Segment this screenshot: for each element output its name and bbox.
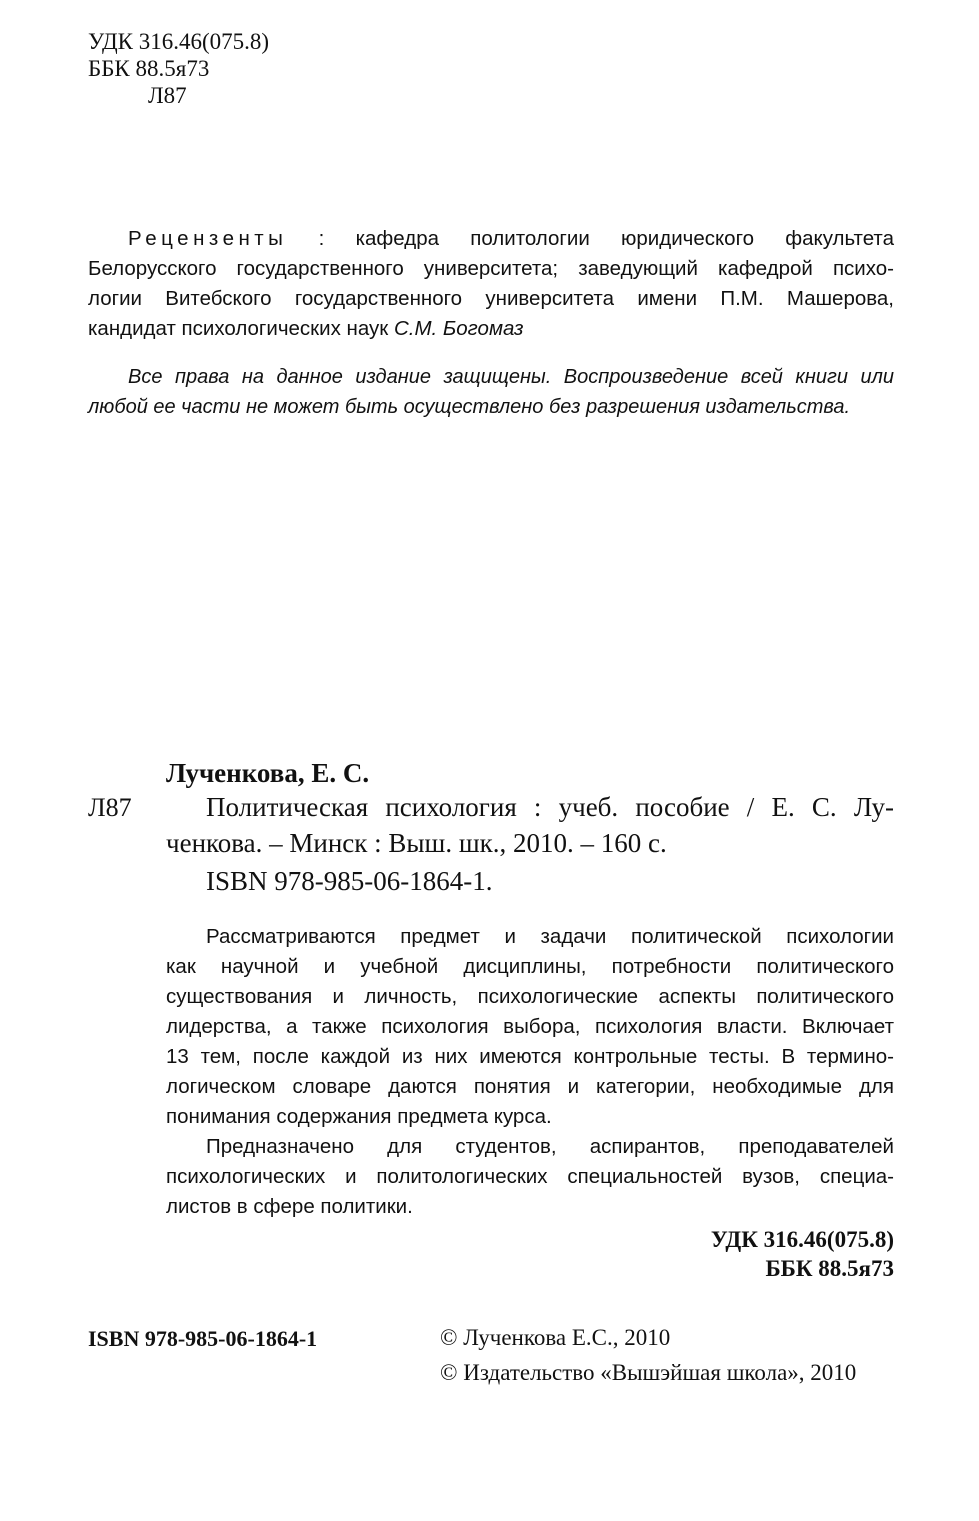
rights-line-2: любой ее части не может быть осуществлено без разрешения издательства. [88,396,851,418]
title-line-1: Политическая психология : учеб. пособие / Е. С. Лу- [206,792,894,822]
classification-bottom [711,1225,894,1283]
annotation [166,922,894,1222]
udk-code-bottom: УДК 316.46(075.8) [710,1227,894,1252]
rights-line-1: Все права на данное издание защищены. Воспроизведение всей книги или [128,366,894,388]
isbn-record: ISBN 978-985-06-1864-1. [206,866,493,896]
title-line-2: ченкова. – Минск : Выш. шк., 2010. – 160 с. [166,828,667,858]
author-mark: Л87 [88,793,132,822]
isbn-footer: ISBN 978-985-06-1864-1 [88,1326,318,1351]
author-name: Лученкова, Е. С. [166,758,370,788]
copyright-author: © Лученкова Е.С., 2010 [440,1325,671,1350]
reviewers-block [88,224,894,344]
annotation-p1-line-7: понимания содержания предмета курса. [166,1105,552,1128]
reviewer-name: С.М. Богомаз [393,317,524,340]
annotation-p2-line-2: психологических и политологических специальностей вузов, специа- [166,1165,894,1188]
reviewers-line-2: Белорусского государственного университета; заведующий кафедрой психо- [88,257,894,280]
annotation-p1-line-1: Рассматриваются предмет и задачи политической психологии [206,925,894,948]
copyright-publisher: © Издательство «Вышэйшая школа», 2010 [440,1360,857,1385]
annotation-p1-line-4: лидерства, а также психология выбора, психология власти. Включает [166,1015,894,1038]
annotation-p1-line-2: как научной и учебной дисциплины, потребности политического [166,955,894,978]
annotation-p1-line-6: логическом словаре даются понятия и категории, необходимые для [166,1075,894,1098]
reviewers-line-4: кандидат психологических наук С.М. Богомаз [88,317,524,340]
annotation-p2-line-3: листов в сфере политики. [166,1195,413,1218]
bibliographic-title [166,789,894,861]
bbk-code-top: ББК 88.5я73 [88,56,210,81]
udk-code-top: УДК 316.46(075.8) [88,29,270,54]
bbk-code-bottom: ББК 88.5я73 [765,1256,894,1281]
annotation-p1-line-3: существования и личность, психологические аспекты политического [166,985,894,1008]
reviewers-line-3: логии Витебского государственного университета имени П.М. Машерова, [88,287,894,310]
annotation-p2-line-1: Предназначено для студентов, аспирантов, преподавателей [206,1135,894,1158]
reviewers-line-1: Рецензенты : кафедра политологии юридического факультета [128,227,894,250]
annotation-p1-line-5: 13 тем, после каждой из них имеются контрольные тесты. В термино- [166,1045,894,1068]
reviewers-label: Рецензенты [128,227,288,250]
author-mark-top: Л87 [148,83,187,108]
rights-notice [88,362,894,422]
